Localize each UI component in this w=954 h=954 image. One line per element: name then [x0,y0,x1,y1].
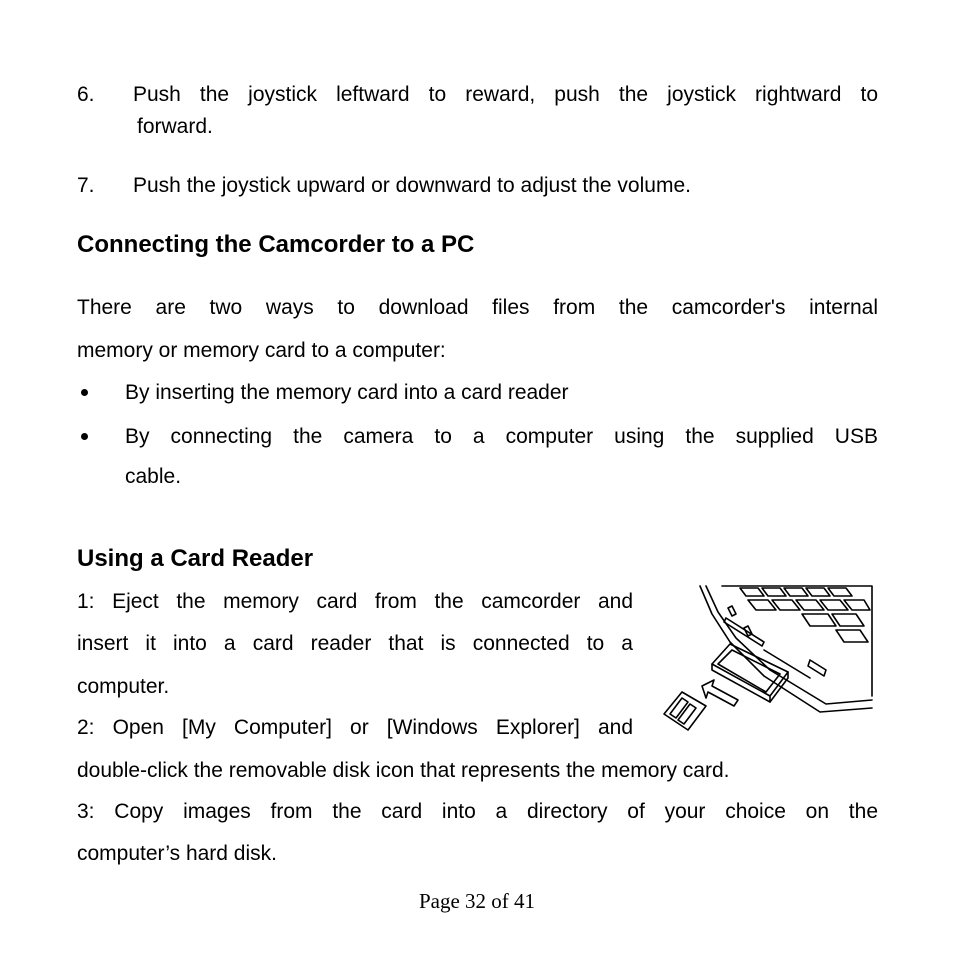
intro-line-2: memory or memory card to a computer: [77,339,446,362]
bullet-dot-icon [81,433,88,440]
step-7-number: 7. [77,174,95,197]
laptop-card-reader-illustration [660,584,876,742]
card-step-2-line-1: 2: Open [My Computer] or [Windows Explorer] and [77,716,633,739]
step-7-text: Push the joystick upward or downward to adjust the volume. [133,174,691,197]
step-6-number: 6. [77,83,95,106]
card-step-1-line-3: computer. [77,675,170,698]
bullet-2-line-2: cable. [125,465,182,488]
bullet-2-line-1: By connecting the camera to a computer using the supplied USB [125,425,878,448]
section-heading-connecting: Connecting the Camcorder to a PC [77,231,475,258]
card-step-2-line-2: double-click the removable disk icon that represents the memory card. [77,759,730,782]
bullet-dot-icon [81,389,88,396]
card-step-1-line-1: 1: Eject the memory card from the camcorder and [77,590,633,613]
card-step-3-line-1: 3: Copy images from the card into a directory of your choice on the [77,800,878,823]
bullet-1-text: By inserting the memory card into a card reader [125,381,569,404]
intro-line-1: There are two ways to download files from the camcorder's internal [77,296,878,319]
step-6-line-2: forward. [137,115,213,138]
card-step-1-line-2: insert it into a card reader that is connected to a [77,632,633,655]
page-number: Page 32 of 41 [418,889,536,913]
step-6-line-1: Push the joystick leftward to reward, push the joystick rightward to [133,83,878,106]
card-step-3-line-2: computer’s hard disk. [77,842,277,865]
section-heading-card-reader: Using a Card Reader [77,545,314,572]
